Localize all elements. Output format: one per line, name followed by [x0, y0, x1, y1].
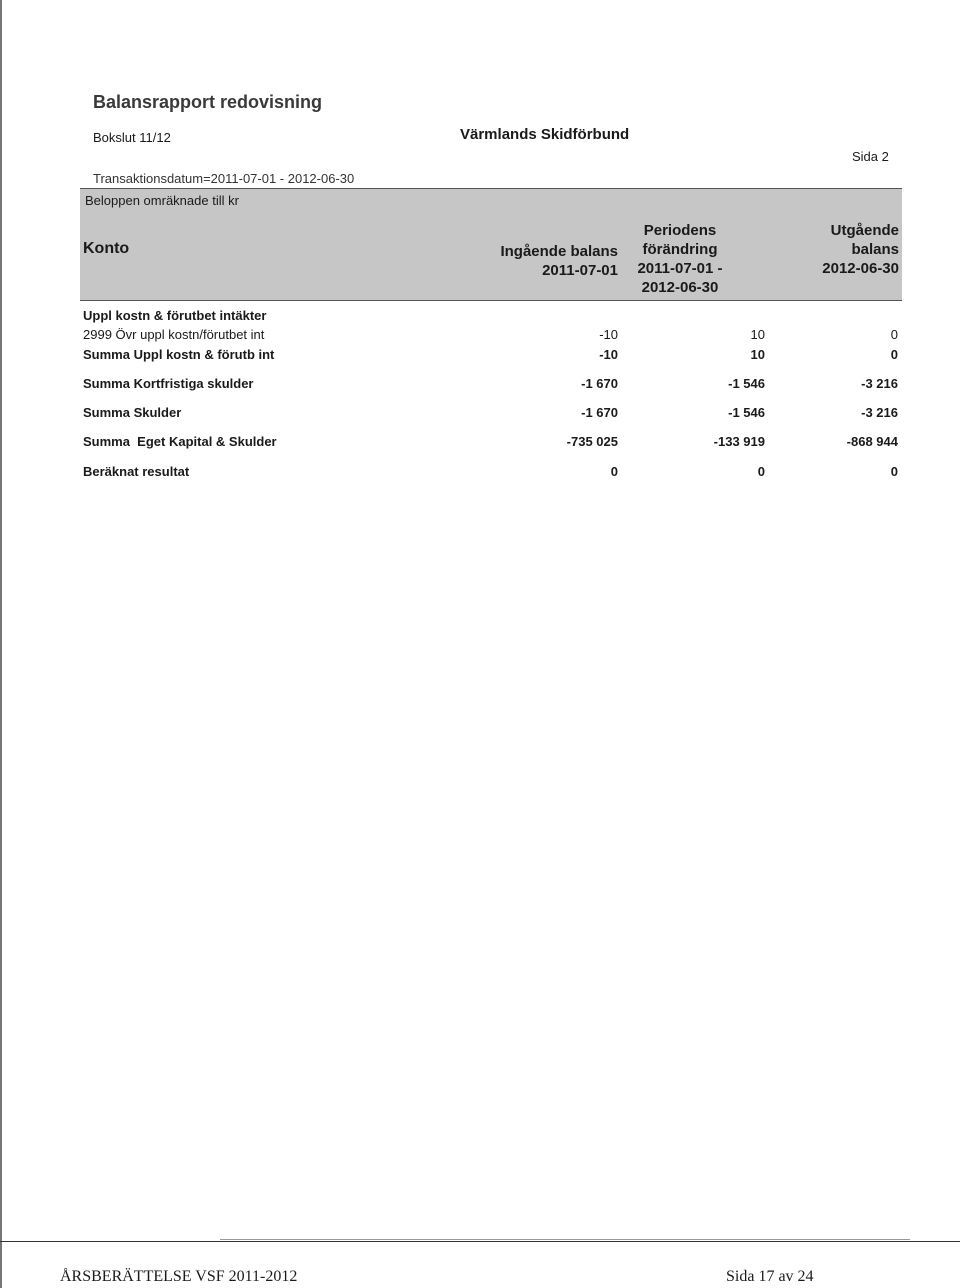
header-bottom-rule: [80, 300, 902, 301]
column-header-periodens-line: Periodens: [643, 222, 717, 239]
column-header-utgaende-line: Utgående: [830, 222, 899, 239]
column-header-konto: Konto: [83, 240, 130, 257]
table-row-label: 2999 Övr uppl kostn/förutbet int: [83, 327, 265, 342]
column-header-ingaende-line: Ingående balans: [500, 243, 618, 260]
table-row-label: Beräknat resultat: [83, 464, 190, 479]
transaction-range: Transaktionsdatum=2011-07-01 - 2012-06-30: [93, 171, 355, 186]
footer-page-number: Sida 17 av 24: [726, 1268, 814, 1285]
table-row-label: Summa Kortfristiga skulder: [83, 376, 254, 391]
table-cell-utgaende: -3 216: [861, 376, 898, 391]
table-cell-periodens: -1 546: [728, 376, 765, 391]
left-margin-rule: [0, 0, 2, 1288]
report-title: Balansrapport redovisning: [93, 92, 323, 112]
footer-document-title: ÅRSBERÄTTELSE VSF 2011-2012: [60, 1268, 298, 1285]
table-cell-utgaende: -3 216: [861, 405, 898, 420]
report-page-number: Sida 2: [852, 149, 889, 164]
table-cell-periodens: 10: [750, 347, 765, 362]
column-header-periodens: [595, 221, 765, 297]
column-header-utgaende-line: balans: [851, 241, 899, 258]
column-header-periodens-date: 2012-06-30: [641, 279, 719, 296]
amounts-note: Beloppen omräknade till kr: [85, 193, 239, 208]
header-top-rule: [80, 188, 902, 189]
table-cell-utgaende: -868 944: [846, 434, 898, 449]
table-cell-ingaende: -10: [599, 347, 618, 362]
table-cell-ingaende: 0: [610, 464, 618, 479]
table-cell-utgaende: 0: [890, 347, 898, 362]
table-cell-ingaende: -10: [599, 327, 618, 342]
organization-name: Värmlands Skidförbund: [460, 126, 630, 143]
table-row-label: Summa Eget Kapital & Skulder: [83, 434, 277, 449]
table-cell-ingaende: -1 670: [581, 405, 618, 420]
table-row-label: Summa Uppl kostn & förutb int: [83, 347, 275, 362]
column-header-periodens-date: 2011-07-01 -: [637, 260, 723, 277]
footer-rule-upper: [220, 1239, 910, 1240]
table-row-label: Summa Skulder: [83, 405, 182, 420]
table-cell-periodens: -133 919: [713, 434, 765, 449]
table-cell-utgaende: 0: [890, 327, 898, 342]
section-title: Uppl kostn & förutbet intäkter: [83, 308, 267, 323]
footer-rule: [0, 1241, 960, 1242]
table-cell-utgaende: 0: [890, 464, 898, 479]
column-header-ingaende-date: 2011-07-01: [542, 262, 618, 279]
table-cell-periodens: -1 546: [728, 405, 765, 420]
bokslut-label: Bokslut 11/12: [93, 130, 171, 145]
table-cell-ingaende: -1 670: [581, 376, 618, 391]
table-cell-ingaende: -735 025: [566, 434, 618, 449]
column-header-utgaende-date: 2012-06-30: [822, 260, 899, 277]
column-header-periodens-line: förändring: [642, 241, 718, 258]
column-header-utgaende: [822, 221, 899, 278]
table-cell-periodens: 0: [757, 464, 765, 479]
table-cell-periodens: 10: [750, 327, 765, 342]
